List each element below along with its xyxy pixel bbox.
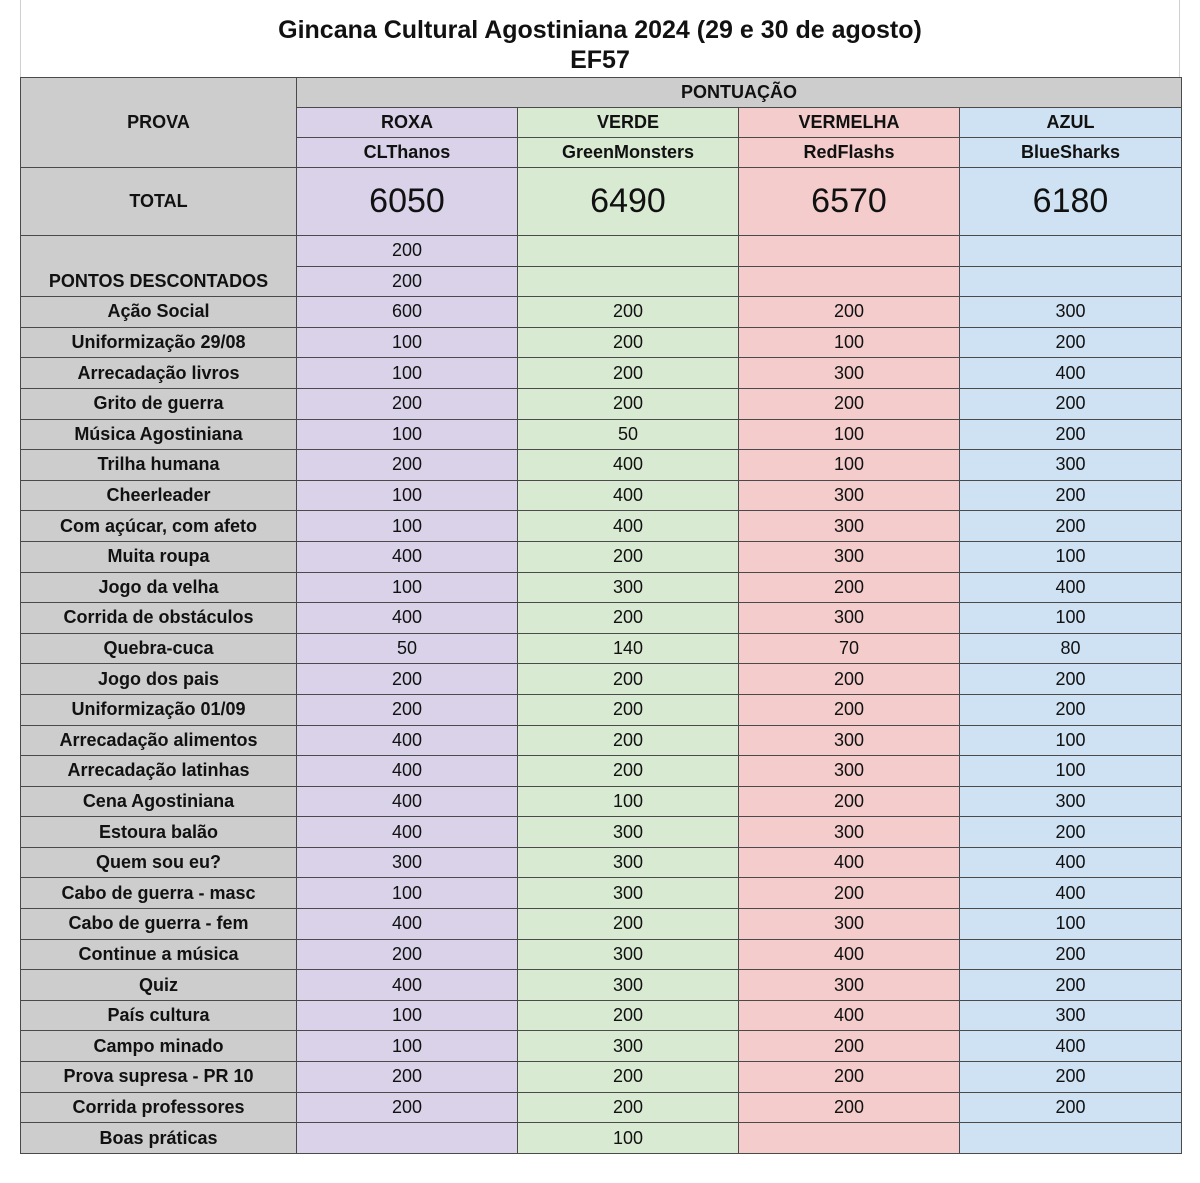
score-cell-roxa: 100: [297, 480, 518, 511]
score-cell-vermelha: 400: [739, 1000, 960, 1031]
score-cell-azul: 100: [960, 756, 1182, 787]
team-name-azul: BlueSharks: [960, 138, 1182, 168]
score-cell-roxa: 200: [297, 1062, 518, 1093]
score-cell-azul: 200: [960, 664, 1182, 695]
total-vermelha: 6570: [739, 168, 960, 236]
team-name-verde: GreenMonsters: [518, 138, 739, 168]
header-pontuacao: PONTUAÇÃO: [297, 78, 1182, 108]
descontado-cell: [960, 266, 1182, 297]
table-row: [21, 480, 1182, 511]
score-cell-verde: 200: [518, 327, 739, 358]
score-cell-verde: 200: [518, 541, 739, 572]
score-cell-vermelha: 200: [739, 786, 960, 817]
table-row: [21, 1031, 1182, 1062]
score-cell-vermelha: [739, 1123, 960, 1154]
row-label: Uniformização 01/09: [21, 694, 297, 725]
score-cell-roxa: 100: [297, 511, 518, 542]
table-row: [21, 603, 1182, 634]
row-label: Boas práticas: [21, 1123, 297, 1154]
row-label: Arrecadação alimentos: [21, 725, 297, 756]
score-cell-azul: 200: [960, 970, 1182, 1001]
score-cell-roxa: [297, 1123, 518, 1154]
row-label: Corrida professores: [21, 1092, 297, 1123]
table-row: [21, 1062, 1182, 1093]
descontado-cell: [739, 236, 960, 267]
total-verde: 6490: [518, 168, 739, 236]
score-cell-roxa: 400: [297, 909, 518, 940]
row-label: Estoura balão: [21, 817, 297, 848]
score-cell-verde: 200: [518, 725, 739, 756]
score-cell-roxa: 200: [297, 939, 518, 970]
score-cell-verde: 100: [518, 786, 739, 817]
score-cell-vermelha: 300: [739, 358, 960, 389]
score-cell-vermelha: 300: [739, 541, 960, 572]
score-cell-verde: 200: [518, 756, 739, 787]
total-row: [21, 168, 1182, 236]
score-cell-vermelha: 200: [739, 297, 960, 328]
score-cell-roxa: 100: [297, 1000, 518, 1031]
score-cell-verde: 100: [518, 1123, 739, 1154]
score-cell-verde: 50: [518, 419, 739, 450]
table-row: [21, 1123, 1182, 1154]
score-cell-vermelha: 200: [739, 388, 960, 419]
descontados-row: [21, 236, 1182, 267]
descontado-cell: 200: [297, 236, 518, 267]
score-cell-azul: 200: [960, 1092, 1182, 1123]
table-row: [21, 664, 1182, 695]
score-cell-roxa: 200: [297, 694, 518, 725]
row-label: Quebra-cuca: [21, 633, 297, 664]
score-cell-roxa: 400: [297, 541, 518, 572]
score-cell-vermelha: 100: [739, 450, 960, 481]
score-cell-verde: 200: [518, 358, 739, 389]
score-cell-vermelha: 300: [739, 480, 960, 511]
row-label: Campo minado: [21, 1031, 297, 1062]
score-cell-azul: 80: [960, 633, 1182, 664]
table-row: [21, 939, 1182, 970]
score-cell-vermelha: 300: [739, 970, 960, 1001]
row-label: Continue a música: [21, 939, 297, 970]
score-cell-verde: 200: [518, 1000, 739, 1031]
score-cell-azul: 100: [960, 541, 1182, 572]
score-cell-azul: 400: [960, 847, 1182, 878]
descontado-cell: 200: [297, 266, 518, 297]
score-cell-verde: 200: [518, 1092, 739, 1123]
table-row: [21, 358, 1182, 389]
score-cell-azul: 200: [960, 419, 1182, 450]
score-cell-vermelha: 200: [739, 694, 960, 725]
score-cell-verde: 200: [518, 388, 739, 419]
score-cell-verde: 300: [518, 939, 739, 970]
row-label: País cultura: [21, 1000, 297, 1031]
table-row: [21, 847, 1182, 878]
score-cell-azul: 400: [960, 358, 1182, 389]
table-row: [21, 388, 1182, 419]
score-cell-verde: 300: [518, 1031, 739, 1062]
table-row: [21, 756, 1182, 787]
page-title: Gincana Cultural Agostiniana 2024 (29 e 30 de agosto): [278, 16, 922, 44]
descontado-cell: [739, 266, 960, 297]
score-cell-verde: 200: [518, 603, 739, 634]
score-cell-roxa: 100: [297, 878, 518, 909]
total-roxa: 6050: [297, 168, 518, 236]
row-label: Jogo dos pais: [21, 664, 297, 695]
score-cell-roxa: 100: [297, 358, 518, 389]
header-row-pontuacao: [21, 78, 1182, 108]
row-label: Cheerleader: [21, 480, 297, 511]
table-row: [21, 970, 1182, 1001]
row-label: Grito de guerra: [21, 388, 297, 419]
score-cell-verde: 300: [518, 572, 739, 603]
row-label: Quiz: [21, 970, 297, 1001]
score-cell-azul: 200: [960, 480, 1182, 511]
table-row: [21, 450, 1182, 481]
score-cell-roxa: 100: [297, 1031, 518, 1062]
score-cell-vermelha: 300: [739, 817, 960, 848]
score-cell-azul: 300: [960, 1000, 1182, 1031]
row-label: Trilha humana: [21, 450, 297, 481]
score-cell-roxa: 400: [297, 817, 518, 848]
score-cell-vermelha: 100: [739, 419, 960, 450]
row-label: Muita roupa: [21, 541, 297, 572]
score-cell-roxa: 100: [297, 327, 518, 358]
row-label: Jogo da velha: [21, 572, 297, 603]
table-row: [21, 511, 1182, 542]
score-cell-vermelha: 200: [739, 664, 960, 695]
score-cell-azul: 100: [960, 725, 1182, 756]
score-cell-roxa: 100: [297, 419, 518, 450]
score-cell-vermelha: 200: [739, 1092, 960, 1123]
page-subtitle: EF57: [570, 46, 630, 74]
total-label: TOTAL: [21, 168, 297, 236]
score-cell-verde: 200: [518, 664, 739, 695]
score-cell-roxa: 400: [297, 786, 518, 817]
score-cell-roxa: 200: [297, 664, 518, 695]
score-cell-vermelha: 200: [739, 878, 960, 909]
score-cell-vermelha: 100: [739, 327, 960, 358]
score-table: [20, 77, 1182, 1154]
table-row: [21, 419, 1182, 450]
row-label: Corrida de obstáculos: [21, 603, 297, 634]
table-row: [21, 725, 1182, 756]
team-color-vermelha: VERMELHA: [739, 108, 960, 138]
table-row: [21, 817, 1182, 848]
descontado-cell: [518, 266, 739, 297]
score-cell-roxa: 400: [297, 603, 518, 634]
score-cell-vermelha: 200: [739, 1062, 960, 1093]
score-cell-verde: 300: [518, 817, 739, 848]
score-cell-azul: 100: [960, 909, 1182, 940]
score-cell-roxa: 300: [297, 847, 518, 878]
team-color-azul: AZUL: [960, 108, 1182, 138]
score-cell-azul: 200: [960, 388, 1182, 419]
score-cell-azul: 200: [960, 511, 1182, 542]
score-cell-verde: 200: [518, 1062, 739, 1093]
row-label: Música Agostiniana: [21, 419, 297, 450]
score-cell-verde: 140: [518, 633, 739, 664]
score-cell-verde: 200: [518, 297, 739, 328]
score-cell-azul: [960, 1123, 1182, 1154]
score-cell-roxa: 200: [297, 1092, 518, 1123]
score-cell-azul: 400: [960, 1031, 1182, 1062]
score-cell-azul: 200: [960, 327, 1182, 358]
table-row: [21, 694, 1182, 725]
score-cell-roxa: 400: [297, 970, 518, 1001]
score-cell-roxa: 200: [297, 450, 518, 481]
score-cell-verde: 200: [518, 694, 739, 725]
table-row: [21, 786, 1182, 817]
row-label: Quem sou eu?: [21, 847, 297, 878]
table-row: [21, 541, 1182, 572]
score-cell-vermelha: 70: [739, 633, 960, 664]
score-cell-vermelha: 300: [739, 511, 960, 542]
score-cell-verde: 400: [518, 450, 739, 481]
row-label: Cabo de guerra - masc: [21, 878, 297, 909]
score-cell-roxa: 400: [297, 756, 518, 787]
score-cell-roxa: 400: [297, 725, 518, 756]
score-cell-vermelha: 300: [739, 603, 960, 634]
score-cell-azul: 100: [960, 603, 1182, 634]
score-cell-verde: 300: [518, 847, 739, 878]
score-cell-roxa: 50: [297, 633, 518, 664]
score-cell-verde: 300: [518, 970, 739, 1001]
row-label: Prova supresa - PR 10: [21, 1062, 297, 1093]
score-cell-vermelha: 200: [739, 572, 960, 603]
table-row: [21, 327, 1182, 358]
row-label: Ação Social: [21, 297, 297, 328]
score-cell-verde: 300: [518, 878, 739, 909]
table-row: [21, 633, 1182, 664]
team-name-vermelha: RedFlashs: [739, 138, 960, 168]
descontado-cell: [960, 236, 1182, 267]
row-label: Arrecadação latinhas: [21, 756, 297, 787]
score-cell-azul: 200: [960, 694, 1182, 725]
score-cell-azul: 400: [960, 878, 1182, 909]
descontado-cell: [518, 236, 739, 267]
row-label: Uniformização 29/08: [21, 327, 297, 358]
score-cell-verde: 200: [518, 909, 739, 940]
row-label: Arrecadação livros: [21, 358, 297, 389]
table-row: [21, 1092, 1182, 1123]
table-row: [21, 1000, 1182, 1031]
score-cell-vermelha: 200: [739, 1031, 960, 1062]
score-cell-vermelha: 300: [739, 756, 960, 787]
table-row: [21, 572, 1182, 603]
score-cell-vermelha: 400: [739, 939, 960, 970]
score-cell-azul: 200: [960, 817, 1182, 848]
score-cell-verde: 400: [518, 480, 739, 511]
row-label: Cena Agostiniana: [21, 786, 297, 817]
row-label: Com açúcar, com afeto: [21, 511, 297, 542]
score-cell-vermelha: 300: [739, 725, 960, 756]
team-color-roxa: ROXA: [297, 108, 518, 138]
score-cell-roxa: 100: [297, 572, 518, 603]
score-cell-azul: 400: [960, 572, 1182, 603]
score-cell-verde: 400: [518, 511, 739, 542]
table-row: [21, 909, 1182, 940]
team-color-verde: VERDE: [518, 108, 739, 138]
header-prova: PROVA: [21, 78, 297, 168]
team-name-roxa: CLThanos: [297, 138, 518, 168]
score-cell-vermelha: 400: [739, 847, 960, 878]
table-row: [21, 878, 1182, 909]
score-cell-roxa: 200: [297, 388, 518, 419]
table-row: [21, 297, 1182, 328]
score-cell-azul: 300: [960, 297, 1182, 328]
score-cell-roxa: 600: [297, 297, 518, 328]
score-cell-azul: 200: [960, 939, 1182, 970]
score-cell-azul: 300: [960, 786, 1182, 817]
total-azul: 6180: [960, 168, 1182, 236]
score-cell-vermelha: 300: [739, 909, 960, 940]
descontados-label: PONTOS DESCONTADOS: [21, 236, 297, 297]
score-cell-azul: 200: [960, 1062, 1182, 1093]
row-label: Cabo de guerra - fem: [21, 909, 297, 940]
score-cell-azul: 300: [960, 450, 1182, 481]
